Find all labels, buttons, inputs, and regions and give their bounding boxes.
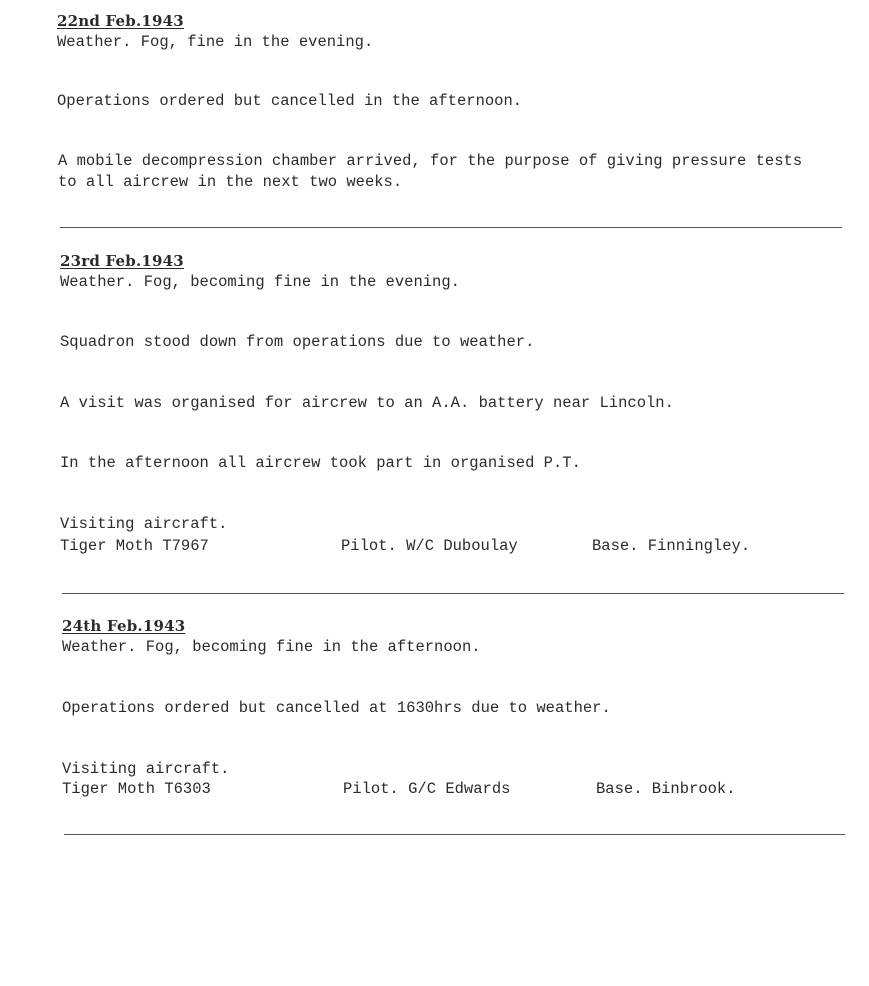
section-divider (62, 593, 844, 594)
visiting-aircraft-heading: Visiting aircraft. (60, 515, 228, 533)
log-paragraph: Operations ordered but cancelled at 1630hrs due to weather. (62, 699, 611, 717)
weather-line: Weather. Fog, becoming fine in the evening. (60, 273, 460, 291)
visiting-aircraft-heading: Visiting aircraft. (62, 760, 230, 778)
log-paragraph: A mobile decompression chamber arrived, for the purpose of giving pressure tests (58, 152, 803, 170)
section-divider (60, 227, 842, 228)
base-name: Base. Finningley. (592, 537, 751, 555)
aircraft-type: Tiger Moth T7967 (60, 537, 209, 555)
log-paragraph: A visit was organised for aircrew to an A.A. battery near Lincoln. (60, 394, 674, 412)
weather-line: Weather. Fog, fine in the evening. (57, 33, 374, 51)
entry-date: 22nd Feb.1943 (57, 12, 184, 30)
section-divider (64, 834, 845, 835)
aircraft-type: Tiger Moth T6303 (62, 780, 211, 798)
base-name: Base. Binbrook. (596, 780, 736, 798)
pilot-name: Pilot. G/C Edwards (343, 780, 511, 798)
entry-date: 24th Feb.1943 (62, 617, 186, 635)
entry-date: 23rd Feb.1943 (60, 252, 184, 270)
weather-line: Weather. Fog, becoming fine in the afternoon. (62, 638, 481, 656)
log-paragraph: In the afternoon all aircrew took part in organised P.T. (60, 454, 581, 472)
log-paragraph: Operations ordered but cancelled in the afternoon. (57, 92, 523, 110)
log-paragraph: to all aircrew in the next two weeks. (58, 173, 403, 191)
pilot-name: Pilot. W/C Duboulay (341, 537, 518, 555)
log-paragraph: Squadron stood down from operations due to weather. (60, 333, 535, 351)
